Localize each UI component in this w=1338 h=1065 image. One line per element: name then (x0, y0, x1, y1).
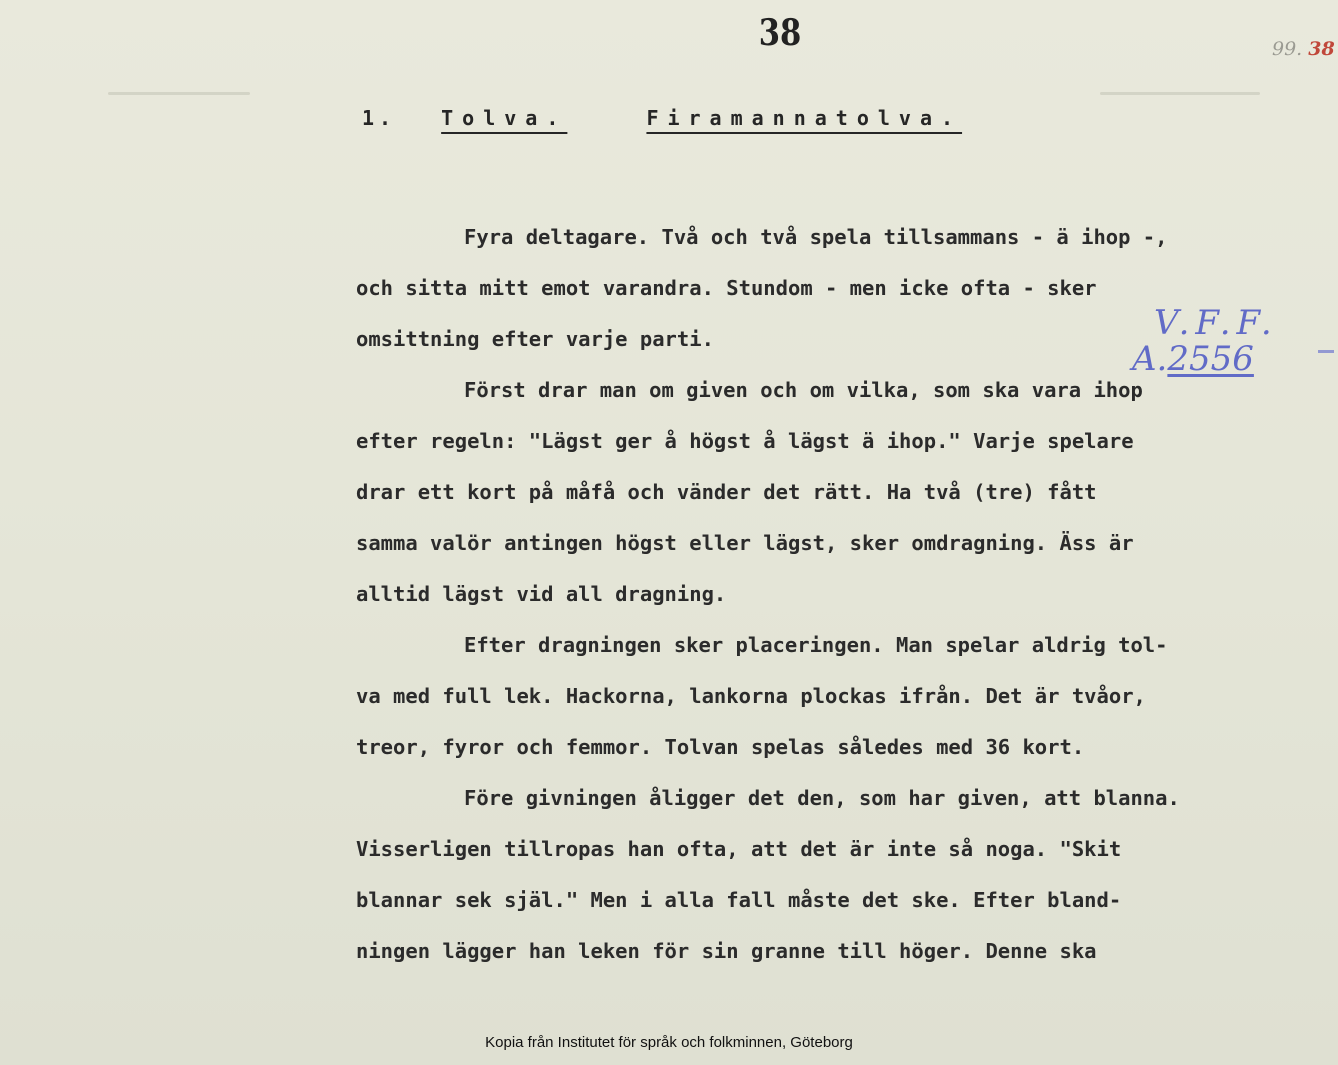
typed-text-body (356, 212, 1331, 977)
heading-title-firamannatolva: Firamannatolva. (646, 106, 963, 130)
text-line: ningen lägger han leken för sin granne till höger. Denne ska (356, 939, 1097, 963)
page-number: 38 (758, 12, 802, 54)
heading-title-tolva: Tolva. (441, 106, 568, 130)
stamp-number: 2556 (1167, 339, 1254, 379)
text-line: Efter dragningen sker placeringen. Man spelar aldrig tol- (464, 633, 1168, 657)
text-line: Visserligen tillropas han ofta, att det är inte så noga. "Skit (356, 837, 1122, 861)
text-line: alltid lägst vid all dragning. (356, 582, 727, 606)
text-line: treor, fyror och femmor. Tolvan spelas således med 36 kort. (356, 735, 1085, 759)
text-line: blannar sek själ." Men i alla fall måste det ske. Efter bland- (356, 888, 1122, 912)
text-line: samma valör antingen högst eller lägst, sker omdragning. Äss är (356, 531, 1134, 555)
stamp-prefix: A. (1132, 339, 1168, 379)
faint-rule-right (1100, 92, 1260, 95)
text-line: och sitta mitt emot varandra. Stundom - men icke ofta - sker (356, 276, 1097, 300)
section-heading (362, 106, 962, 130)
stamp-line-vff: V.F.F. (1154, 303, 1278, 343)
text-line: Fyra deltagare. Två och två spela tillsammans - ä ihop -, (464, 225, 1168, 249)
text-line: efter regeln: "Lägst ger å högst å lägst ä ihop." Varje spelare (356, 429, 1134, 453)
section-number: 1. (362, 106, 397, 130)
pencil-mark: 99. (1272, 38, 1303, 60)
text-line: Före givningen åligger det den, som har given, att blanna. (464, 786, 1180, 810)
red-page-mark: 38 (1308, 38, 1335, 60)
text-line: Först drar man om given och om vilka, som ska vara ihop (464, 378, 1143, 402)
text-line: omsittning efter varje parti. (356, 327, 714, 351)
archive-footer: Kopia från Institutet för språk och folkminnen, Göteborg (485, 1034, 853, 1051)
text-line: drar ett kort på måfå och vänder det rätt. Ha två (tre) fått (356, 480, 1097, 504)
archive-page-mark (1272, 38, 1335, 60)
faint-rule-left (108, 92, 250, 95)
text-line: va med full lek. Hackorna, lankorna plockas ifrån. Det är tvåor, (356, 684, 1146, 708)
